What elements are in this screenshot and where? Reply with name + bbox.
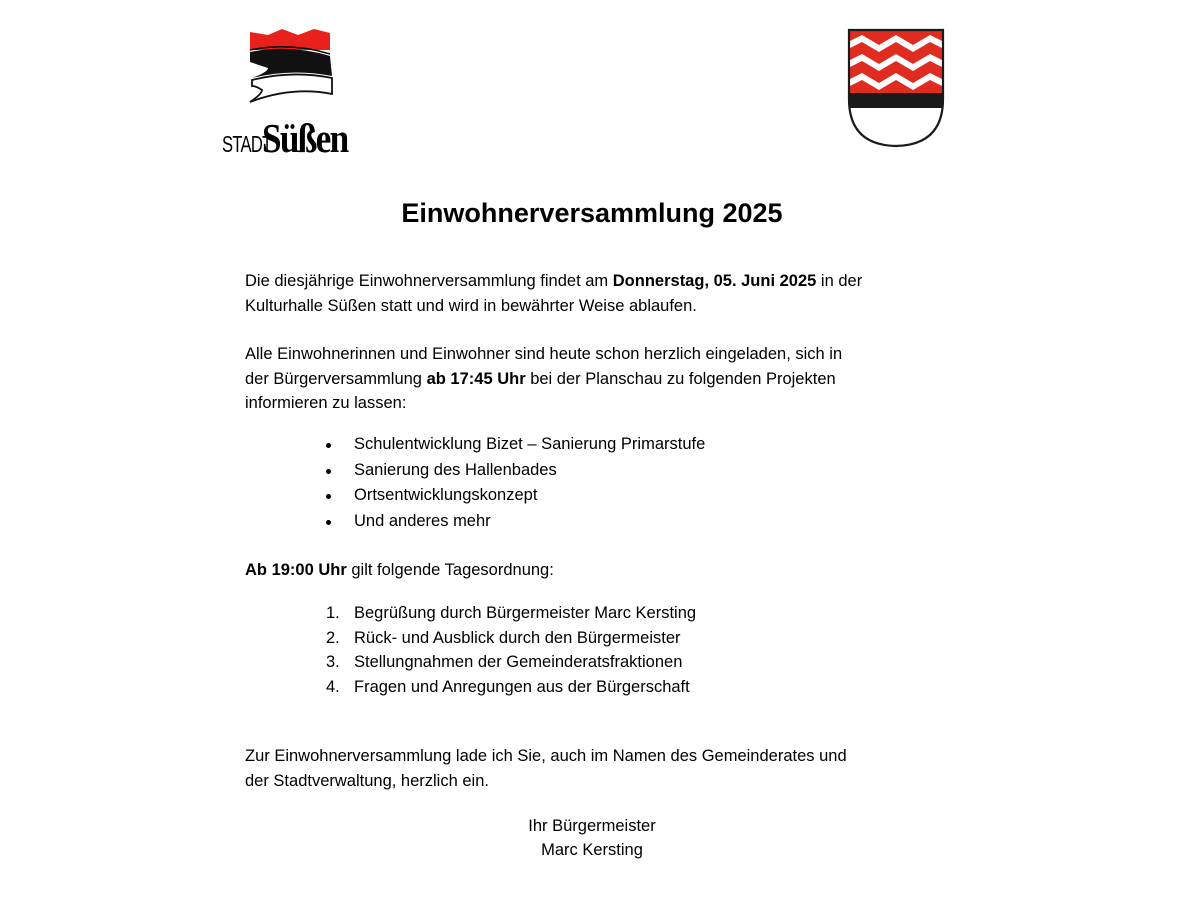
intro-text: in der [816, 272, 863, 290]
agenda-text: Begrüßung durch Bürgermeister Marc Kersting [354, 604, 697, 622]
intro-paragraph-1 [245, 269, 862, 318]
list-item-text: Und anderes mehr [354, 511, 491, 530]
projects-list [0, 432, 705, 534]
meeting-date: Donnerstag, 05. Juni 2025 [612, 272, 817, 290]
bullet-icon [326, 520, 331, 525]
coat-of-arms [846, 27, 946, 154]
closing-text: der Stadtverwaltung, herzlich ein. [245, 771, 489, 790]
logo-banner-icon [248, 28, 334, 108]
crest-icon [846, 27, 946, 149]
planschau-time: ab 17:45 Uhr [426, 369, 526, 388]
agenda-text: Stellungnahmen der Gemeinderatsfraktionen [354, 653, 683, 671]
agenda-text: Rück- und Ausblick durch den Bürgermeister [354, 628, 681, 647]
intro-text: informieren zu lassen: [245, 394, 407, 412]
agenda-item [0, 601, 696, 626]
agenda-item [0, 650, 696, 675]
list-item [0, 483, 705, 509]
list-item-text: Ortsentwicklungskonzept [354, 486, 538, 504]
logo-prefix: STADT [222, 131, 272, 157]
bullet-icon [326, 443, 331, 448]
list-item [0, 509, 705, 535]
intro-paragraph-2 [245, 342, 842, 416]
bullet-icon [326, 469, 331, 474]
intro-text: Die diesjährige Einwohnerversammlung findet am [245, 272, 613, 290]
agenda-number: 1. [326, 604, 340, 622]
agenda-text: Fragen und Anregungen aus der Bürgerschaft [354, 677, 690, 696]
signature-name: Marc Kersting [541, 841, 643, 859]
closing-paragraph [245, 744, 847, 793]
logo-name: Süßen [262, 115, 348, 161]
list-item [0, 458, 705, 484]
closing-text: Zur Einwohnerversammlung lade ich Sie, auch im Namen des Gemeinderates und [245, 747, 847, 765]
logo-wordmark [222, 114, 361, 162]
agenda-item [0, 675, 696, 700]
agenda-list [0, 601, 696, 699]
intro-text: Alle Einwohnerinnen und Einwohner sind heute schon herzlich eingeladen, sich in [245, 345, 843, 363]
agenda-intro [245, 558, 554, 583]
agenda-time: Ab 19:00 Uhr [245, 561, 347, 579]
signature [0, 814, 1184, 862]
agenda-item [0, 626, 696, 651]
agenda-number: 2. [326, 628, 340, 647]
list-item-text: Sanierung des Hallenbades [354, 460, 557, 479]
agenda-intro-text: gilt folgende Tagesordnung: [346, 561, 554, 579]
intro-text: Kulturhalle Süßen statt und wird in bewährter Weise ablaufen. [245, 296, 697, 315]
agenda-number: 4. [326, 677, 340, 696]
page-title: Einwohnerversammlung 2025 [401, 198, 783, 228]
stadt-suessen-logo [222, 28, 384, 161]
agenda-number: 3. [326, 653, 340, 671]
list-item [0, 432, 705, 458]
signature-role: Ihr Bürgermeister [528, 817, 656, 835]
intro-text: bei der Planschau zu folgenden Projekten [525, 369, 836, 388]
list-item-text: Schulentwicklung Bizet – Sanierung Primarstufe [354, 435, 706, 453]
intro-text: der Bürgerversammlung [245, 369, 427, 388]
bullet-icon [326, 494, 331, 499]
